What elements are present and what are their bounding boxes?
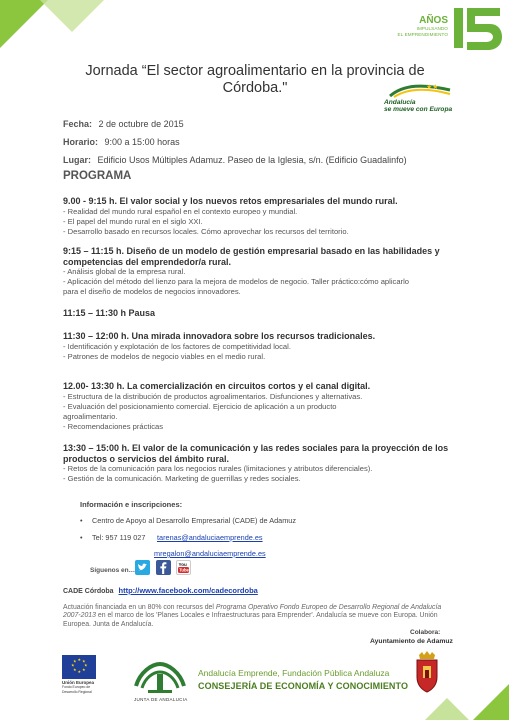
facebook-url-link[interactable]: http://www.facebook.com/cadecordoba	[118, 586, 258, 595]
session-item: - Realidad del mundo rural español en el contexto europeo y mundial.	[63, 206, 298, 216]
svg-text:★: ★	[73, 667, 77, 672]
list-item: • Centro de Apoyo al Desarrollo Empresarial (CADE) de Adamuz	[80, 516, 296, 525]
financing-note: Actuación financiada en un 80% con recursos del Programa Operativo Fondo Europeo de Desarrollo Regional de Andalucía 2007-2013 en el marco de los 'Planes Locales e Infraestructuras para Emprender'. Andalucía se mueve con Europa. Unión Europea. Junta de Andalucía.	[63, 604, 442, 628]
andalucia-europa-logo: ★★ Andalucía se mueve con Europa	[384, 84, 453, 113]
session-item: - Evaluación del posicionamiento comercial. Ejercicio de aplicación a un producto	[63, 401, 337, 411]
event-date: Fecha: 2 de octubre de 2015	[63, 119, 184, 129]
session-heading: 11:15 – 11:30 h Pausa	[63, 308, 156, 318]
ayuntamiento-label: Ayuntamiento de Adamuz	[370, 638, 453, 645]
corner-decoration	[473, 684, 509, 720]
stars-icon	[384, 82, 454, 98]
cade-center: Centro de Apoyo al Desarrollo Empresarial (CADE) de Adamuz	[92, 516, 296, 525]
svg-text:★: ★	[71, 662, 75, 668]
twitter-icon[interactable]	[135, 560, 150, 575]
event-location: Lugar: Edificio Usos Múltiples Adamuz. Paseo de la Iglesia, s/n. (Edificio Guadalinfo)	[63, 155, 407, 165]
svg-text:★: ★	[84, 662, 88, 668]
session-item: - Retos de la comunicación para los negocios rurales (limitaciones y atributos diferenciales).	[63, 464, 373, 473]
session-heading: 9:15 – 11:15 h. Diseño de un modelo de gestión empresarial basado en las habilidades y	[63, 246, 440, 256]
session-item: - Estructura de la distribución de productos agroalimentarios. Disfunciones y alternativas.	[63, 391, 363, 401]
session-block	[63, 331, 458, 362]
session-item: agroalimentario.	[63, 411, 118, 421]
corner-decoration	[425, 698, 469, 720]
session-item: para el diseño de modelos de negocios innovadores.	[63, 287, 241, 296]
anniversary-logo	[378, 6, 508, 52]
anniversary-label: AÑOS	[419, 15, 448, 26]
session-block	[63, 196, 458, 237]
svg-text:★: ★	[82, 667, 86, 672]
session-item: - Identificación y explotación de los factores de competitividad local.	[63, 341, 291, 351]
session-heading: competencias del emprendedor/a rural.	[63, 256, 232, 267]
page-title: Jornada “El sector agroalimentario en la provincia de Córdoba."	[85, 63, 425, 96]
session-item: - Gestión de la comunicación. Marketing de guerrillas y redes sociales.	[63, 474, 301, 483]
session-item: - Análisis global de la empresa rural.	[63, 267, 186, 276]
session-heading: 11:30 – 12:00 h. Una mirada innovadora sobre los recursos tradicionales.	[63, 331, 376, 341]
fundacion-label: Andalucía Emprende, Fundación Pública Andaluza	[198, 668, 390, 678]
session-heading: 9.00 - 9:15 h. El valor social y los nuevos retos empresariales del mundo rural.	[63, 196, 398, 206]
svg-text:★: ★	[73, 658, 77, 664]
session-item: - Patrones de modelos de negocio viables en el medio rural.	[63, 351, 266, 361]
session-block	[63, 381, 458, 432]
session-item: - Aplicación del método del lienzo para la mejora de modelos de negocio. Taller práctico:cómo aplicarlo	[63, 277, 409, 286]
junta-andalucia-logo	[130, 652, 190, 700]
session-block	[63, 246, 458, 297]
phone-number: Tel: 957 119 027	[92, 533, 146, 542]
session-item: - Desarrollo basado en recursos locales. Cómo aprovechar los recursos del territorio.	[63, 226, 349, 236]
email-link[interactable]: tarenas@andaluciaemprende.es	[157, 533, 263, 542]
consejeria-label: CONSEJERÍA DE ECONOMÍA Y CONOCIMIENTO	[198, 681, 409, 691]
youtube-icon[interactable]	[176, 560, 191, 575]
svg-text:Tube: Tube	[179, 567, 189, 573]
svg-text:You: You	[178, 562, 187, 567]
cade-label: CADE Córdoba	[63, 588, 114, 595]
event-schedule: Horario: 9:00 a 15:00 horas	[63, 137, 180, 147]
programa-heading: PROGRAMA	[63, 170, 132, 182]
anniversary-sub: IMPULSANDO	[416, 26, 448, 31]
anniversary-15-mark	[452, 6, 504, 52]
anniversary-sub: EL EMPRENDIMIENTO	[397, 31, 448, 37]
session-heading: 12.00- 13:30 h. La comercialización en circuitos cortos y el canal digital.	[63, 381, 371, 391]
info-title: Información e inscripciones:	[80, 500, 183, 509]
corner-decoration	[40, 0, 104, 32]
email-link[interactable]: mregalon@andaluciaemprende.es	[154, 549, 266, 558]
facebook-icon[interactable]	[156, 560, 171, 575]
session-heading: 13:30 – 15:00 h. El valor de la comunicación y las redes sociales para la proyección de los	[63, 443, 449, 453]
session-block	[63, 308, 458, 319]
eu-flag-icon	[62, 655, 96, 679]
cade-facebook	[63, 586, 258, 595]
session-item: - El papel del mundo rural en el siglo XXI.	[63, 216, 203, 226]
svg-text:★: ★	[77, 657, 82, 662]
junta-label: JUNTA DE ANDALUCIA	[134, 697, 188, 702]
session-block	[63, 443, 458, 484]
social-label: Síguenos en…	[90, 567, 136, 574]
list-item: • Tel: 957 119 027	[80, 533, 146, 542]
session-item: - Recomendaciones prácticas	[63, 421, 164, 431]
svg-text:★: ★	[77, 669, 82, 674]
eu-label: Unión Europea Fondo Europeo de Desarrollo Regional	[62, 680, 95, 694]
svg-text:★: ★	[82, 658, 86, 664]
adamuz-shield-icon	[414, 651, 440, 693]
session-heading: productos o servicios del ámbito rural.	[63, 453, 230, 464]
colabora-label: Colabora:	[410, 629, 441, 636]
svg-text:★★: ★★	[426, 84, 439, 91]
